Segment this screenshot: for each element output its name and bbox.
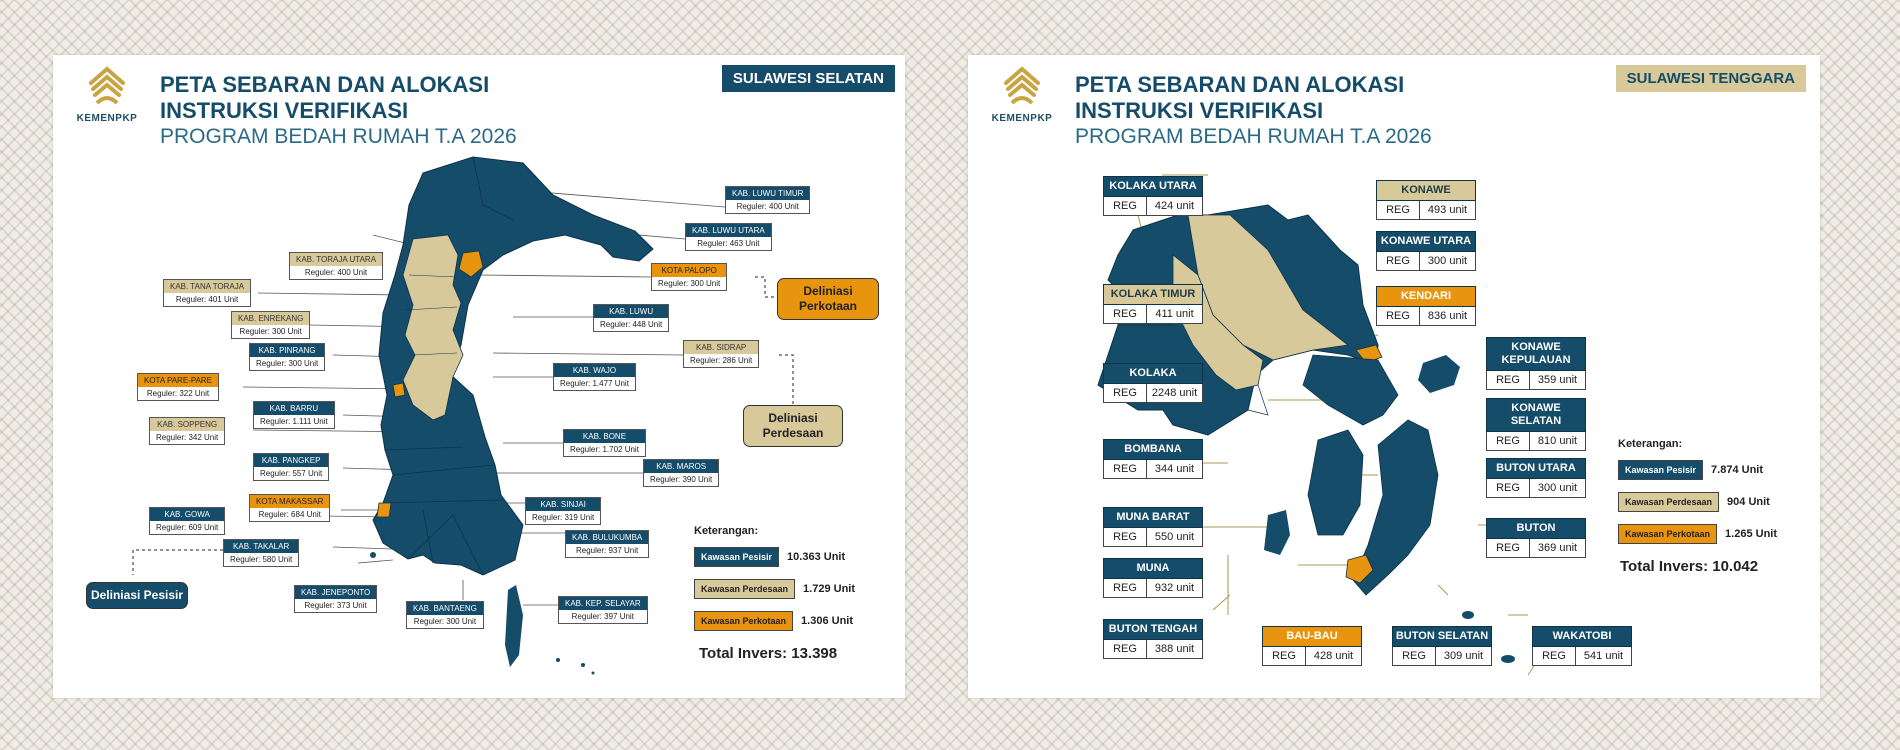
label-luwu: KAB. LUWU Reguler: 448 Unit — [593, 304, 669, 332]
label-wakatobi: WAKATOBI REG 541 unit — [1532, 626, 1632, 666]
label-bombana: BOMBANA REG 344 unit — [1103, 439, 1203, 479]
region-badge: SULAWESI SELATAN — [722, 65, 895, 92]
label-toraja-utara: KAB. TORAJA UTARA Reguler: 400 Unit — [289, 252, 383, 280]
legend-title: Keterangan: — [694, 525, 759, 537]
label-buton: BUTON REG 369 unit — [1486, 518, 1586, 558]
subtitle: PROGRAM BEDAH RUMAH T.A 2026 — [1075, 125, 1432, 148]
label-luwu-timur: KAB. LUWU TIMUR Reguler: 400 Unit — [725, 186, 810, 214]
label-sidrap: KAB. SIDRAP Reguler: 286 Unit — [683, 340, 759, 368]
label-konawe-selatan: KONAWE SELATAN REG 810 unit — [1486, 398, 1586, 451]
logo-text: KEMENPKP — [991, 113, 1053, 124]
label-kendari: KENDARI REG 836 unit — [1376, 286, 1476, 326]
label-konawe-utara: KONAWE UTARA REG 300 unit — [1376, 231, 1476, 271]
label-buton-tengah: BUTON TENGAH REG 388 unit — [1103, 619, 1203, 659]
logo-text: KEMENPKP — [76, 113, 138, 124]
makassar-area — [377, 503, 391, 517]
konawe-kepulauan-island — [1418, 355, 1460, 393]
legend-item-perdesaan: Kawasan Perdesaan 904 Unit — [1618, 492, 1777, 512]
label-sinjai: KAB. SINJAI Reguler: 319 Unit — [525, 497, 601, 525]
legend-item-pesisir: Kawasan Pesisir 7.874 Unit — [1618, 460, 1777, 480]
label-bone: KAB. BONE Reguler: 1.702 Unit — [563, 429, 646, 457]
label-soppeng: KAB. SOPPENG Reguler: 342 Unit — [149, 417, 225, 445]
subtitle: PROGRAM BEDAH RUMAH T.A 2026 — [160, 125, 517, 148]
callout-deliniasi-pesisir: Deliniasi Pesisir — [86, 582, 188, 609]
label-luwu-utara: KAB. LUWU UTARA Reguler: 463 Unit — [685, 223, 772, 251]
title-line-2: INSTRUKSI VERIFIKASI — [1075, 98, 1324, 123]
label-konawe: KONAWE REG 493 unit — [1376, 180, 1476, 220]
legend-item-perdesaan: Kawasan Perdesaan 1.729 Unit — [694, 579, 855, 599]
total-invers: Total Invers: 10.042 — [1620, 558, 1759, 575]
label-bau-bau: BAU-BAU REG 428 unit — [1262, 626, 1362, 666]
label-konawe-kepulauan: KONAWE KEPULAUAN REG 359 unit — [1486, 337, 1586, 390]
label-pinrang: KAB. PINRANG Reguler: 300 Unit — [249, 343, 325, 371]
label-barru: KAB. BARRU Reguler: 1.111 Unit — [253, 401, 335, 429]
label-bantaeng: KAB. BANTAENG Reguler: 300 Unit — [406, 601, 484, 629]
label-maros: KAB. MAROS Reguler: 390 Unit — [643, 459, 719, 487]
sultra-map — [968, 55, 1820, 698]
parepare-area — [393, 383, 405, 397]
title-line-2: INSTRUKSI VERIFIKASI — [160, 98, 409, 123]
label-muna: MUNA REG 932 unit — [1103, 558, 1203, 598]
sultra-panel — [968, 55, 1820, 698]
label-pangkep: KAB. PANGKEP Reguler: 557 Unit — [253, 453, 329, 481]
legend-title: Keterangan: — [1618, 438, 1683, 450]
callout-deliniasi-perkotaan: Deliniasi Perkotaan — [777, 278, 879, 320]
region-badge: SULAWESI TENGGARA — [1616, 65, 1806, 92]
callout-deliniasi-perdesaan: Deliniasi Perdesaan — [743, 405, 843, 447]
kabaena-island — [1264, 510, 1290, 555]
label-wajo: KAB. WAJO Reguler: 1.477 Unit — [553, 363, 636, 391]
label-muna-barat: MUNA BARAT REG 550 unit — [1103, 507, 1203, 547]
label-buton-selatan: BUTON SELATAN REG 309 unit — [1392, 626, 1492, 666]
legend-item-pesisir: Kawasan Pesisir 10.363 Unit — [694, 547, 855, 567]
label-gowa: KAB. GOWA Reguler: 609 Unit — [149, 507, 225, 535]
legend — [1618, 438, 1777, 556]
title-line-1: PETA SEBARAN DAN ALOKASI — [1075, 72, 1405, 97]
label-kolaka-utara: KOLAKA UTARA REG 424 unit — [1103, 176, 1203, 216]
label-takalar: KAB. TAKALAR Reguler: 580 Unit — [223, 539, 299, 567]
total-invers: Total Invers: 13.398 — [699, 645, 838, 662]
konawe-selatan-area — [1303, 355, 1398, 425]
label-bulukumba: KAB. BULUKUMBA Reguler: 937 Unit — [565, 530, 649, 558]
label-jeneponto: KAB. JENEPONTO Reguler: 373 Unit — [294, 585, 377, 613]
muna-island — [1308, 430, 1363, 535]
label-kota-makassar: KOTA MAKASSAR Reguler: 684 Unit — [249, 494, 330, 522]
selayar-island — [505, 585, 523, 667]
label-buton-utara: BUTON UTARA REG 300 unit — [1486, 458, 1586, 498]
label-tana-toraja: KAB. TANA TORAJA Reguler: 401 Unit — [163, 279, 251, 307]
title-line-1: PETA SEBARAN DAN ALOKASI — [160, 72, 490, 97]
legend-item-perkotaan: Kawasan Perkotaan 1.265 Unit — [1618, 524, 1777, 544]
sulsel-panel — [53, 55, 905, 698]
label-enrekang: KAB. ENREKANG Reguler: 300 Unit — [231, 311, 310, 339]
label-kota-parepare: KOTA PARE-PARE Reguler: 322 Unit — [137, 373, 219, 401]
label-kolaka: KOLAKA REG 2248 unit — [1103, 363, 1203, 403]
legend — [694, 525, 855, 643]
label-kolaka-timur: KOLAKA TIMUR REG 411 unit — [1103, 284, 1203, 324]
label-kep-selayar: KAB. KEP. SELAYAR Reguler: 397 Unit — [558, 596, 648, 624]
legend-item-perkotaan: Kawasan Perkotaan 1.306 Unit — [694, 611, 855, 631]
label-kota-palopo: KOTA PALOPO Reguler: 300 Unit — [651, 263, 727, 291]
